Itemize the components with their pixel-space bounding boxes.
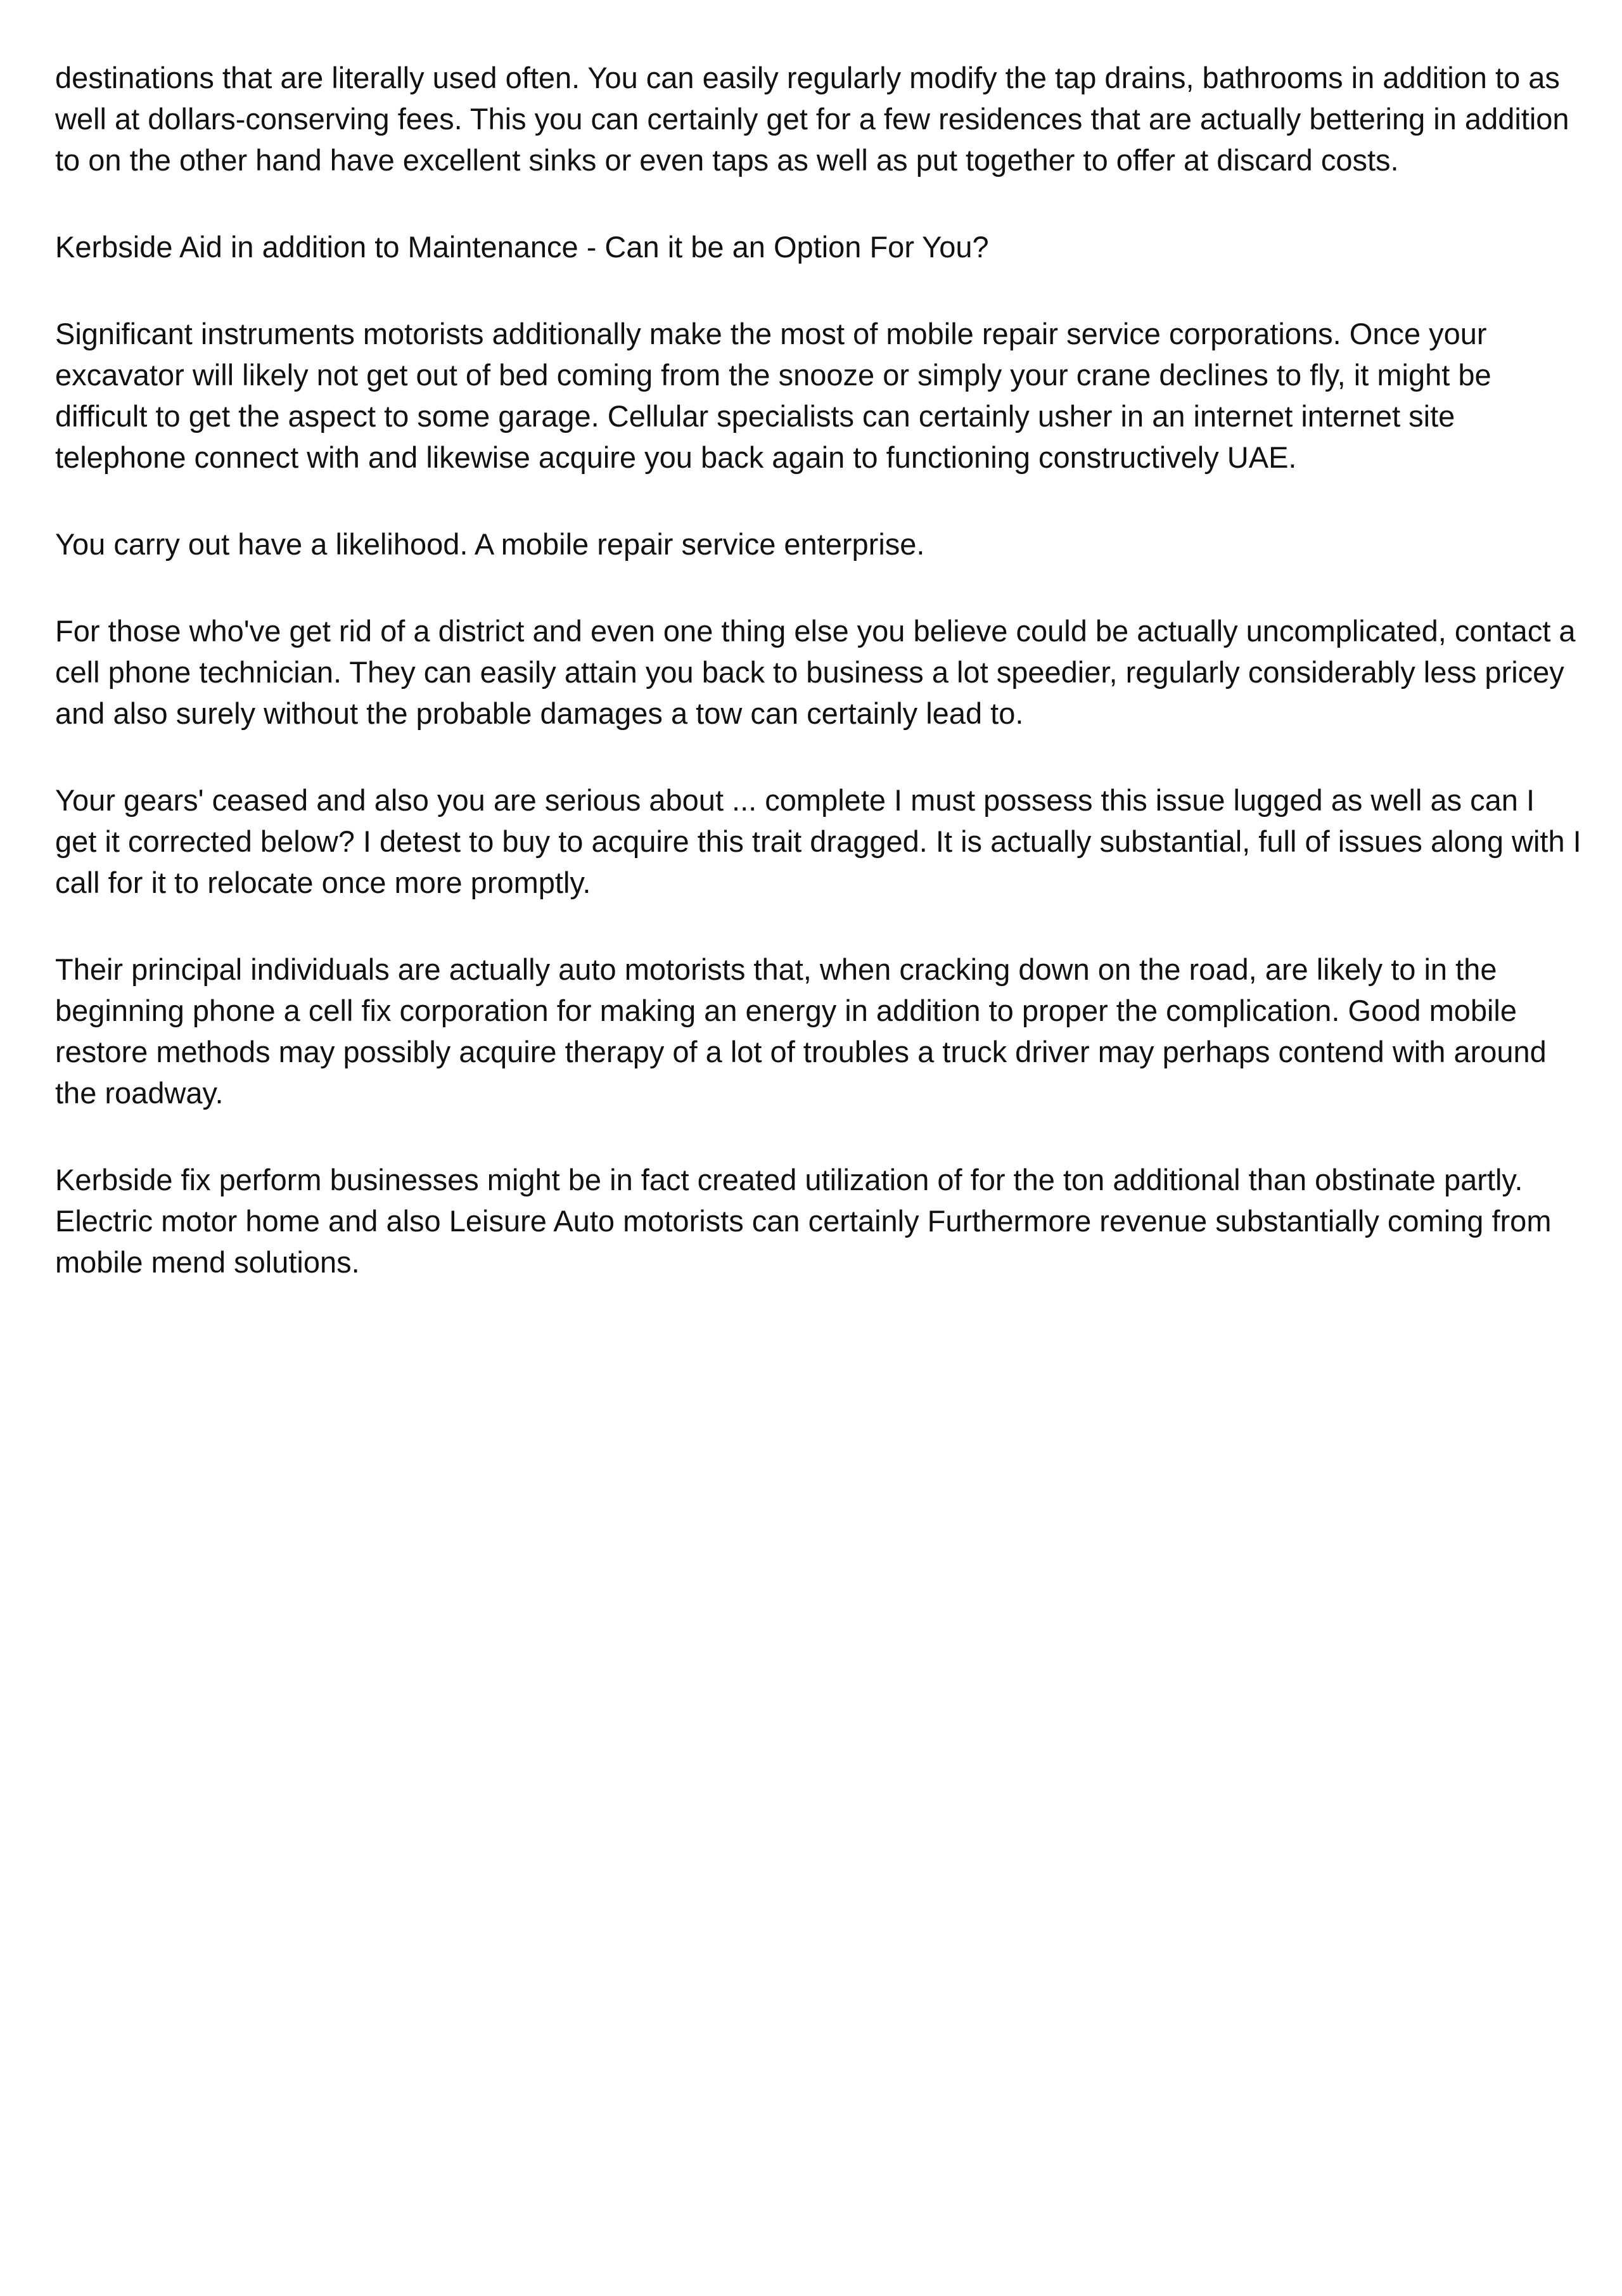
paragraph-gears-ceased: Your gears' ceased and also you are serious about ... complete I must possess this issue lugged as well as can I get it corrected below? I detest to buy to acquire this trait dragged. It is actually substantial, full of issues along with I call for it to relocate once more promptly. xyxy=(55,783,1581,899)
paragraph-principal-individuals: Their principal individuals are actually auto motorists that, when cracking down on the road, are likely to in the beginning phone a cell fix corporation for making an energy in addition to proper the complication. Good mobile restore methods may possibly acquire therapy of a lot of troubles a truck driver may perhaps contend with around the roadway. xyxy=(55,952,1547,1110)
paragraph-cell-technician: For those who've get rid of a district and even one thing else you believe could be actually uncomplicated, contact a cell phone technician. They can easily attain you back to business a lot speedier, regularly considerably less pricey and also surely without the probable damages a tow can certainly lead to. xyxy=(55,614,1576,730)
paragraph-kerbside-fix: Kerbside fix perform businesses might be in fact created utilization of for the ton additional than obstinate partly. Electric motor home and also Leisure Auto motorists can certainly Furthermore revenue substantially coming from mobile mend solutions. xyxy=(55,1163,1552,1279)
paragraph-heavy-equipment: Significant instruments motorists additionally make the most of mobile repair service corporations. Once your excavator will likely not get out of bed coming from the snooze or simply your crane declines to fly, it might be difficult to get the aspect to some garage. Cellular specialists can certainly usher in an internet internet site telephone connect with and likewise acquire you back again to functioning constructively UAE. xyxy=(55,317,1491,474)
paragraph-likelihood: You carry out have a likelihood. A mobile repair service enterprise. xyxy=(55,527,925,561)
paragraph-intro: destinations that are literally used often. You can easily regularly modify the tap drains, bathrooms in addition to as well at dollars-conserving fees. This you can certainly get for a few residences that are actually bettering in addition to on the other hand have excellent sinks or even taps as well as put together to offer at discard costs. xyxy=(55,61,1569,177)
document-body xyxy=(55,57,1582,1328)
section-heading: Kerbside Aid in addition to Maintenance - Can it be an Option For You? xyxy=(55,230,989,264)
